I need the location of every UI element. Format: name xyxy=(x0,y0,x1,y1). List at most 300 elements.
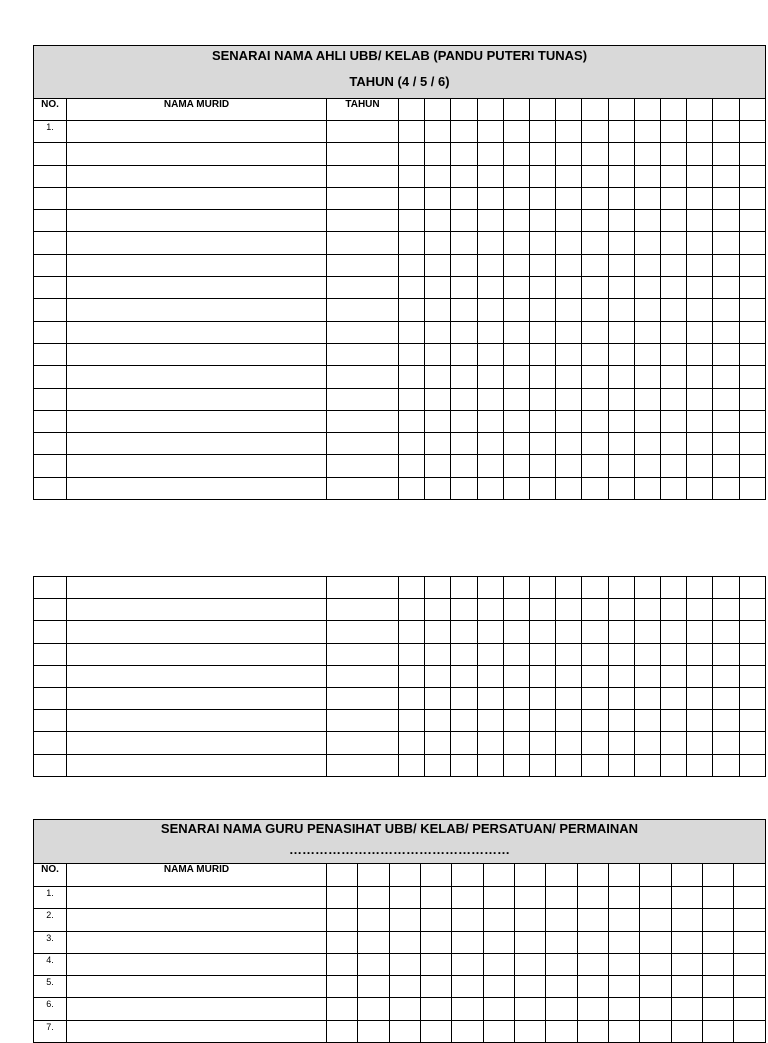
cell-name xyxy=(67,599,327,621)
cell-year xyxy=(327,165,399,187)
cell-mark xyxy=(546,976,577,998)
cell-no xyxy=(34,687,67,709)
cell-mark xyxy=(503,410,529,432)
cell-mark xyxy=(389,1020,420,1042)
cell-mark xyxy=(451,321,477,343)
cell-mark xyxy=(713,366,739,388)
cell-mark xyxy=(608,455,634,477)
cell-mark xyxy=(399,299,425,321)
cell-mark xyxy=(389,909,420,931)
cell-mark xyxy=(477,599,503,621)
cell-mark xyxy=(556,433,582,455)
cell-mark xyxy=(556,599,582,621)
cell-mark xyxy=(661,710,687,732)
cell-mark xyxy=(713,187,739,209)
cell-mark xyxy=(661,277,687,299)
cell-mark xyxy=(530,665,556,687)
cell-name xyxy=(67,321,327,343)
cell-mark xyxy=(515,998,546,1020)
column-header-mark xyxy=(734,864,766,887)
cell-mark xyxy=(477,232,503,254)
cell-mark xyxy=(739,388,765,410)
cell-mark xyxy=(661,477,687,499)
column-header-year: TAHUN xyxy=(327,99,399,121)
cell-mark xyxy=(483,909,514,931)
table-row xyxy=(34,299,766,321)
cell-mark xyxy=(739,410,765,432)
cell-mark xyxy=(358,887,389,909)
cell-year xyxy=(327,643,399,665)
cell-name xyxy=(67,143,327,165)
cell-mark xyxy=(399,687,425,709)
cell-mark xyxy=(661,433,687,455)
cell-mark xyxy=(608,754,634,776)
cell-mark xyxy=(703,887,734,909)
cell-mark xyxy=(556,366,582,388)
cell-name xyxy=(67,887,327,909)
cell-mark xyxy=(399,455,425,477)
cell-year xyxy=(327,477,399,499)
cell-no xyxy=(34,754,67,776)
cell-mark xyxy=(640,953,671,975)
cell-mark xyxy=(399,643,425,665)
cell-mark xyxy=(582,187,608,209)
cell-mark xyxy=(452,998,483,1020)
cell-mark xyxy=(687,754,713,776)
cell-mark xyxy=(477,410,503,432)
cell-mark xyxy=(452,887,483,909)
cell-mark xyxy=(399,732,425,754)
cell-mark xyxy=(661,210,687,232)
column-header-mark xyxy=(582,99,608,121)
cell-mark xyxy=(515,931,546,953)
cell-no xyxy=(34,477,67,499)
cell-mark xyxy=(503,210,529,232)
cell-mark xyxy=(425,599,451,621)
cell-mark xyxy=(358,976,389,998)
cell-mark xyxy=(556,577,582,599)
cell-mark xyxy=(425,143,451,165)
cell-mark xyxy=(530,687,556,709)
cell-mark xyxy=(451,455,477,477)
cell-mark xyxy=(640,931,671,953)
cell-mark xyxy=(713,455,739,477)
cell-mark xyxy=(582,477,608,499)
cell-mark xyxy=(556,754,582,776)
table-row xyxy=(34,643,766,665)
cell-mark xyxy=(687,410,713,432)
cell-name xyxy=(67,909,327,931)
cell-mark xyxy=(477,143,503,165)
cell-mark xyxy=(425,477,451,499)
cell-mark xyxy=(661,366,687,388)
cell-mark xyxy=(399,165,425,187)
cell-mark xyxy=(687,299,713,321)
cell-mark xyxy=(477,643,503,665)
column-header-mark xyxy=(327,864,358,887)
cell-mark xyxy=(608,433,634,455)
cell-no xyxy=(34,599,67,621)
cell-year xyxy=(327,455,399,477)
table-row xyxy=(34,388,766,410)
column-header-mark xyxy=(483,864,514,887)
cell-mark xyxy=(399,577,425,599)
cell-no xyxy=(34,321,67,343)
cell-mark xyxy=(661,254,687,276)
cell-mark xyxy=(451,643,477,665)
cell-mark xyxy=(713,710,739,732)
cell-mark xyxy=(739,187,765,209)
cell-year xyxy=(327,410,399,432)
cell-mark xyxy=(399,665,425,687)
cell-mark xyxy=(451,187,477,209)
cell-name xyxy=(67,410,327,432)
cell-year xyxy=(327,277,399,299)
table-row xyxy=(34,732,766,754)
cell-mark xyxy=(546,998,577,1020)
cell-mark xyxy=(556,165,582,187)
cell-mark xyxy=(503,599,529,621)
cell-year xyxy=(327,621,399,643)
column-header-mark xyxy=(425,99,451,121)
column-header-no: NO. xyxy=(34,864,67,887)
cell-no: 3. xyxy=(34,931,67,953)
table-row xyxy=(34,710,766,732)
cell-mark xyxy=(451,477,477,499)
cell-mark xyxy=(582,299,608,321)
table-row xyxy=(34,121,766,143)
cell-mark xyxy=(483,887,514,909)
table-row xyxy=(34,976,766,998)
cell-mark xyxy=(687,165,713,187)
cell-mark xyxy=(477,321,503,343)
cell-name xyxy=(67,277,327,299)
cell-mark xyxy=(713,410,739,432)
cell-mark xyxy=(477,366,503,388)
cell-mark xyxy=(640,976,671,998)
cell-no xyxy=(34,577,67,599)
cell-name xyxy=(67,732,327,754)
column-header-mark xyxy=(687,99,713,121)
cell-mark xyxy=(477,343,503,365)
cell-mark xyxy=(634,433,660,455)
cell-mark xyxy=(530,210,556,232)
table-subtitle: …………………………………………… xyxy=(289,842,510,857)
cell-mark xyxy=(582,732,608,754)
cell-year xyxy=(327,732,399,754)
cell-mark xyxy=(451,577,477,599)
column-header-mark xyxy=(503,99,529,121)
cell-mark xyxy=(687,277,713,299)
cell-mark xyxy=(687,621,713,643)
cell-mark xyxy=(530,343,556,365)
cell-mark xyxy=(530,754,556,776)
cell-mark xyxy=(358,1020,389,1042)
cell-mark xyxy=(634,710,660,732)
cell-name xyxy=(67,343,327,365)
cell-mark xyxy=(530,143,556,165)
cell-mark xyxy=(451,366,477,388)
cell-mark xyxy=(640,887,671,909)
cell-mark xyxy=(546,887,577,909)
cell-mark xyxy=(477,121,503,143)
column-header-mark xyxy=(634,99,660,121)
cell-mark xyxy=(608,732,634,754)
cell-year xyxy=(327,210,399,232)
cell-mark xyxy=(734,931,766,953)
cell-mark xyxy=(503,732,529,754)
cell-mark xyxy=(425,299,451,321)
cell-name xyxy=(67,1020,327,1042)
cell-name xyxy=(67,621,327,643)
cell-mark xyxy=(713,599,739,621)
cell-mark xyxy=(687,643,713,665)
cell-mark xyxy=(399,433,425,455)
cell-mark xyxy=(530,366,556,388)
cell-mark xyxy=(734,998,766,1020)
cell-name xyxy=(67,165,327,187)
cell-mark xyxy=(477,187,503,209)
cell-mark xyxy=(739,754,765,776)
cell-no: 4. xyxy=(34,953,67,975)
cell-mark xyxy=(451,277,477,299)
cell-mark xyxy=(399,321,425,343)
table-row xyxy=(34,599,766,621)
cell-mark xyxy=(451,433,477,455)
cell-mark xyxy=(582,410,608,432)
cell-mark xyxy=(503,687,529,709)
cell-mark xyxy=(327,1020,358,1042)
cell-mark xyxy=(687,665,713,687)
cell-year xyxy=(327,388,399,410)
cell-year xyxy=(327,299,399,321)
table-title: SENARAI NAMA GURU PENASIHAT UBB/ KELAB/ PERSATUAN/ PERMAINAN xyxy=(160,821,639,836)
cell-mark xyxy=(582,433,608,455)
cell-mark xyxy=(556,121,582,143)
cell-year xyxy=(327,254,399,276)
column-header-mark xyxy=(671,864,702,887)
cell-mark xyxy=(477,254,503,276)
cell-mark xyxy=(546,931,577,953)
cell-mark xyxy=(425,277,451,299)
table-title: SENARAI NAMA AHLI UBB/ KELAB (PANDU PUTERI TUNAS) xyxy=(211,48,588,63)
column-header-name: NAMA MURID xyxy=(67,99,327,121)
cell-mark xyxy=(477,732,503,754)
cell-mark xyxy=(425,232,451,254)
table-row xyxy=(34,665,766,687)
cell-mark xyxy=(661,665,687,687)
cell-name xyxy=(67,187,327,209)
cell-mark xyxy=(477,388,503,410)
cell-mark xyxy=(327,909,358,931)
advisor-teacher-list-table xyxy=(33,819,766,1043)
cell-mark xyxy=(451,665,477,687)
cell-mark xyxy=(634,599,660,621)
cell-mark xyxy=(503,710,529,732)
cell-mark xyxy=(577,931,608,953)
cell-mark xyxy=(671,887,702,909)
column-header-mark xyxy=(703,864,734,887)
cell-mark xyxy=(503,477,529,499)
cell-no: 2. xyxy=(34,909,67,931)
cell-mark xyxy=(713,321,739,343)
cell-mark xyxy=(582,665,608,687)
cell-mark xyxy=(421,887,452,909)
cell-mark xyxy=(609,909,640,931)
cell-mark xyxy=(739,232,765,254)
cell-mark xyxy=(483,998,514,1020)
cell-mark xyxy=(556,254,582,276)
cell-mark xyxy=(421,931,452,953)
column-header-no: NO. xyxy=(34,99,67,121)
table-row xyxy=(34,477,766,499)
cell-mark xyxy=(399,754,425,776)
cell-mark xyxy=(703,976,734,998)
cell-mark xyxy=(661,754,687,776)
cell-mark xyxy=(608,665,634,687)
cell-mark xyxy=(713,665,739,687)
cell-mark xyxy=(389,953,420,975)
cell-mark xyxy=(577,887,608,909)
cell-mark xyxy=(608,277,634,299)
cell-no: 7. xyxy=(34,1020,67,1042)
cell-mark xyxy=(582,599,608,621)
cell-mark xyxy=(608,187,634,209)
cell-mark xyxy=(687,710,713,732)
cell-mark xyxy=(530,277,556,299)
cell-mark xyxy=(661,410,687,432)
table-row xyxy=(34,165,766,187)
cell-name xyxy=(67,643,327,665)
member-list-table xyxy=(33,45,766,500)
cell-mark xyxy=(608,710,634,732)
cell-mark xyxy=(582,343,608,365)
cell-mark xyxy=(399,343,425,365)
cell-mark xyxy=(739,254,765,276)
cell-mark xyxy=(503,388,529,410)
column-header-mark xyxy=(577,864,608,887)
title-banner xyxy=(34,46,766,99)
column-header-mark xyxy=(399,99,425,121)
cell-mark xyxy=(608,299,634,321)
cell-mark xyxy=(399,366,425,388)
cell-mark xyxy=(425,410,451,432)
cell-mark xyxy=(452,931,483,953)
cell-mark xyxy=(739,321,765,343)
cell-mark xyxy=(556,321,582,343)
cell-no xyxy=(34,143,67,165)
cell-mark xyxy=(577,976,608,998)
cell-mark xyxy=(582,754,608,776)
cell-mark xyxy=(739,577,765,599)
cell-mark xyxy=(634,232,660,254)
cell-mark xyxy=(546,1020,577,1042)
cell-no xyxy=(34,732,67,754)
cell-mark xyxy=(640,1020,671,1042)
cell-mark xyxy=(661,577,687,599)
cell-name xyxy=(67,232,327,254)
cell-mark xyxy=(734,1020,766,1042)
cell-mark xyxy=(327,887,358,909)
cell-mark xyxy=(713,232,739,254)
column-header-mark xyxy=(739,99,765,121)
cell-mark xyxy=(661,343,687,365)
cell-mark xyxy=(634,277,660,299)
cell-mark xyxy=(608,321,634,343)
cell-mark xyxy=(661,599,687,621)
cell-mark xyxy=(530,732,556,754)
cell-mark xyxy=(687,687,713,709)
cell-mark xyxy=(634,165,660,187)
cell-mark xyxy=(327,998,358,1020)
cell-mark xyxy=(661,388,687,410)
cell-mark xyxy=(634,388,660,410)
cell-mark xyxy=(452,976,483,998)
cell-mark xyxy=(451,299,477,321)
cell-mark xyxy=(661,621,687,643)
cell-mark xyxy=(739,433,765,455)
cell-mark xyxy=(671,998,702,1020)
cell-mark xyxy=(399,710,425,732)
cell-mark xyxy=(608,121,634,143)
cell-mark xyxy=(582,254,608,276)
cell-mark xyxy=(425,254,451,276)
cell-mark xyxy=(582,687,608,709)
cell-mark xyxy=(703,1020,734,1042)
cell-no xyxy=(34,621,67,643)
cell-mark xyxy=(739,687,765,709)
cell-mark xyxy=(399,187,425,209)
cell-mark xyxy=(608,165,634,187)
cell-mark xyxy=(530,254,556,276)
cell-mark xyxy=(399,277,425,299)
cell-mark xyxy=(530,321,556,343)
cell-mark xyxy=(556,388,582,410)
cell-mark xyxy=(389,976,420,998)
cell-year xyxy=(327,232,399,254)
cell-mark xyxy=(451,710,477,732)
cell-mark xyxy=(399,210,425,232)
column-header-mark xyxy=(389,864,420,887)
cell-mark xyxy=(661,187,687,209)
cell-mark xyxy=(713,165,739,187)
cell-mark xyxy=(734,887,766,909)
cell-mark xyxy=(425,388,451,410)
cell-mark xyxy=(739,643,765,665)
cell-mark xyxy=(530,477,556,499)
cell-mark xyxy=(634,299,660,321)
cell-mark xyxy=(739,455,765,477)
cell-mark xyxy=(671,909,702,931)
cell-no: 1. xyxy=(34,121,67,143)
cell-mark xyxy=(425,321,451,343)
cell-no xyxy=(34,187,67,209)
table-subtitle: TAHUN (4 / 5 / 6) xyxy=(349,74,450,89)
cell-mark xyxy=(399,621,425,643)
table-row xyxy=(34,621,766,643)
cell-mark xyxy=(734,953,766,975)
column-header-mark xyxy=(421,864,452,887)
cell-mark xyxy=(713,254,739,276)
cell-mark xyxy=(503,433,529,455)
cell-mark xyxy=(703,998,734,1020)
cell-mark xyxy=(327,976,358,998)
header-row xyxy=(34,864,766,887)
cell-mark xyxy=(582,210,608,232)
table-row xyxy=(34,433,766,455)
cell-mark xyxy=(634,754,660,776)
cell-mark xyxy=(713,621,739,643)
